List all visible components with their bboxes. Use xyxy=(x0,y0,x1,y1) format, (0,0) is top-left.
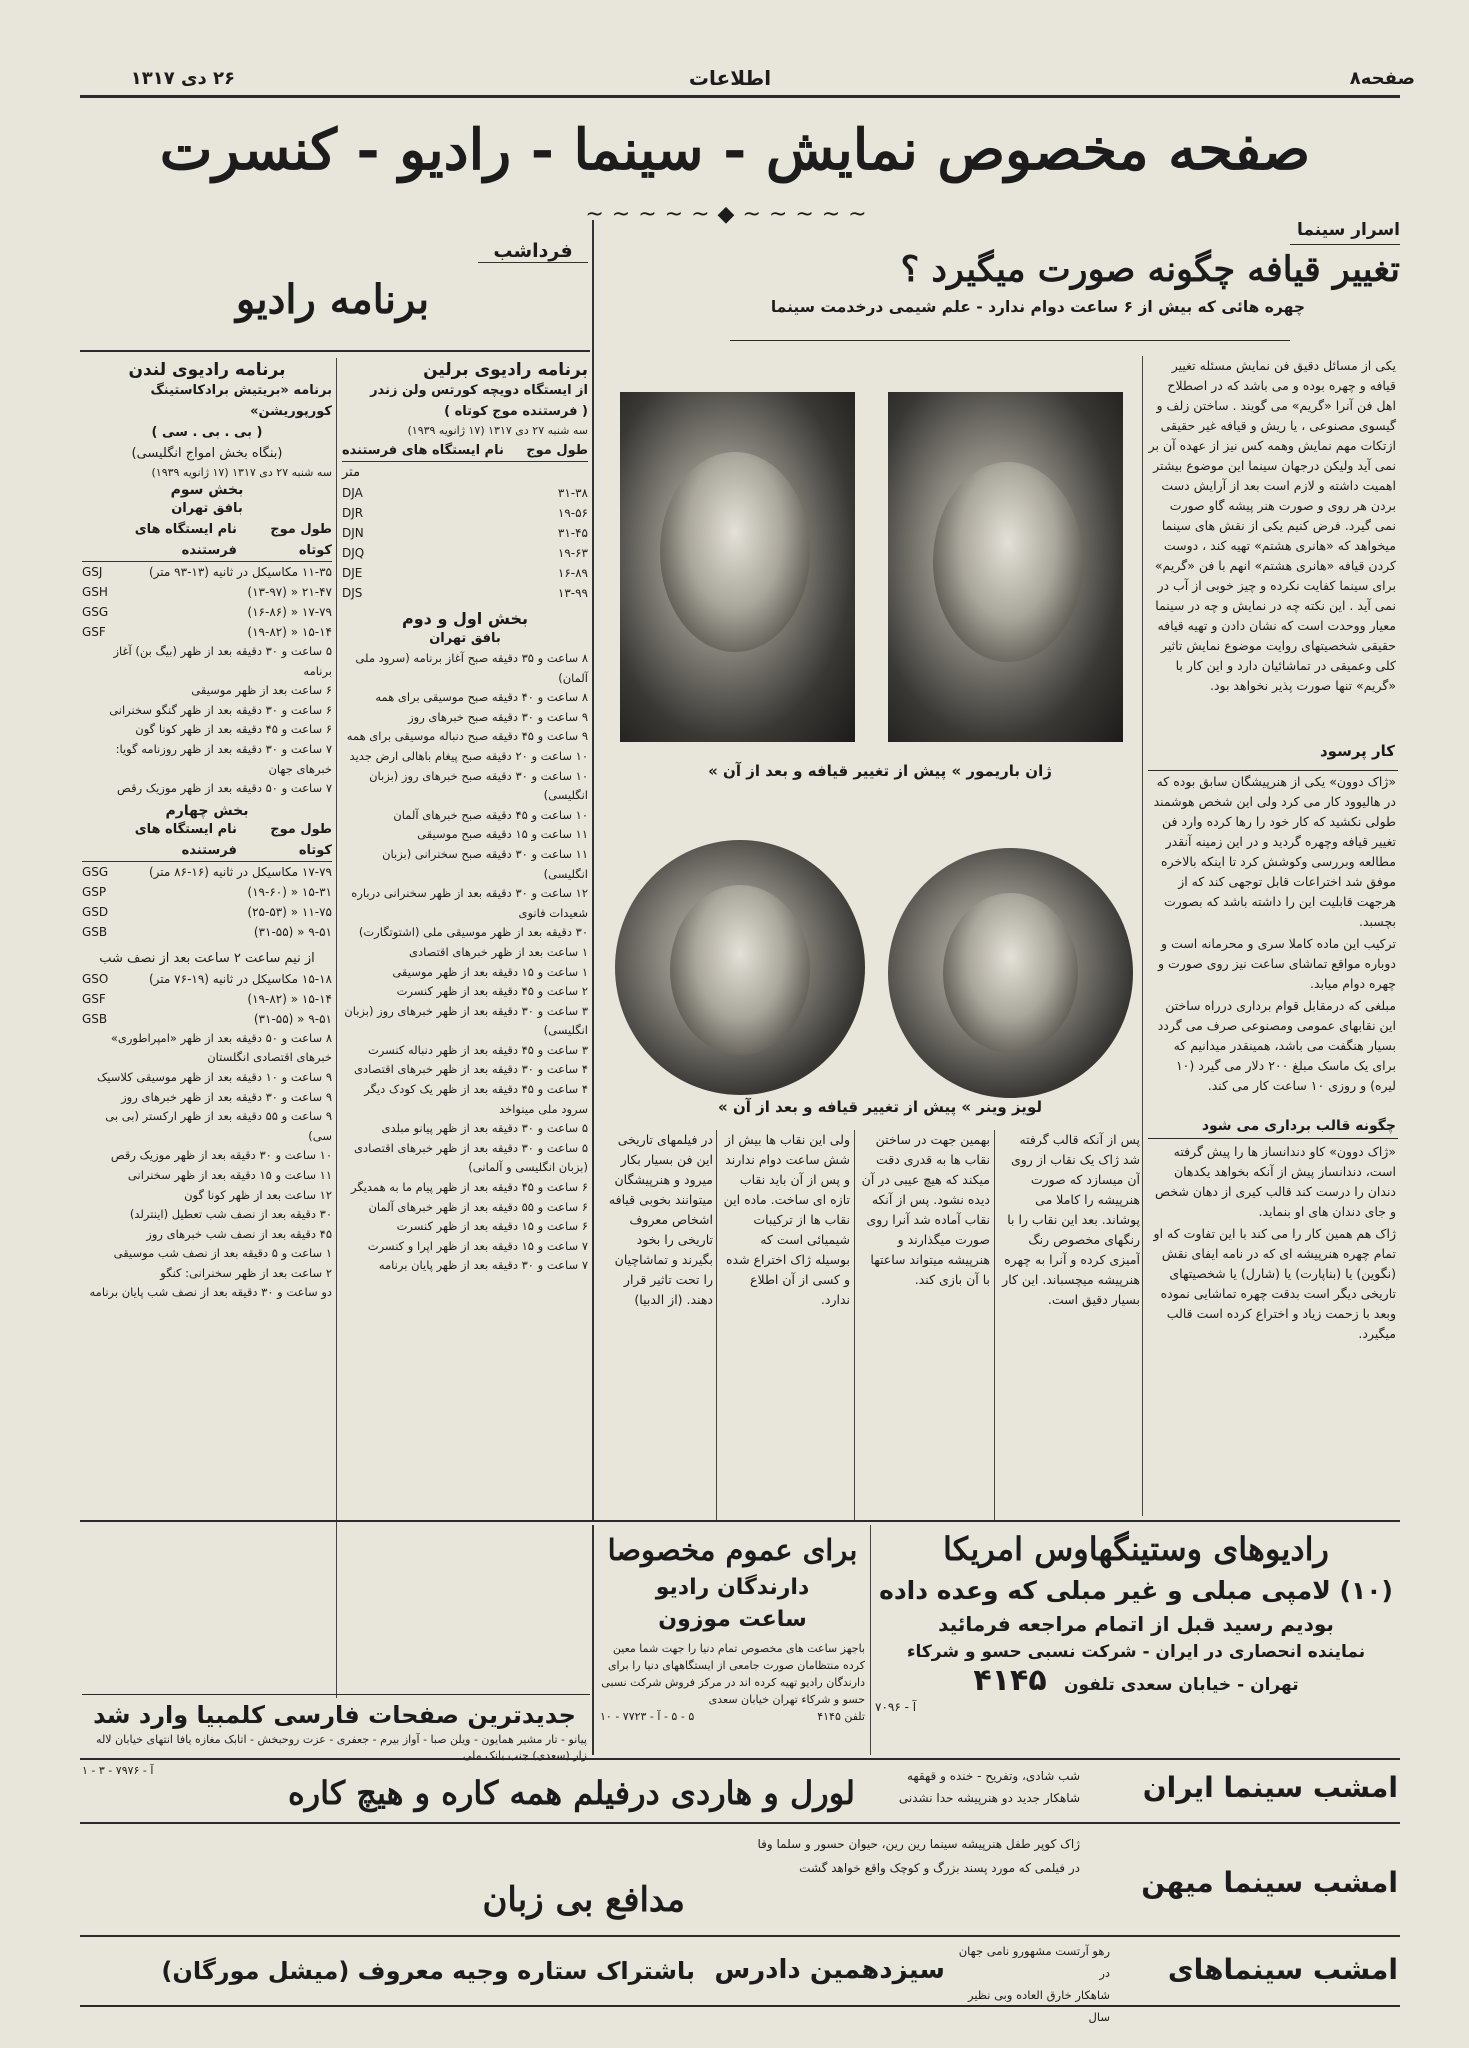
cinema-iran-text xyxy=(860,1765,1080,1809)
westinghouse-ad xyxy=(875,1525,1397,1750)
schedule-item: ۱۰ ساعت و ۳۰ دقیقه صبح خبرهای روز (بزبان انگلیسی) xyxy=(369,768,588,803)
westinghouse-line4: تهران - خیابان سعدی تلفون xyxy=(1064,1675,1299,1695)
portrait-face xyxy=(670,885,810,1055)
schedule-item: ۸ ساعت و ۳۵ دقیقه صبح آغاز برنامه (سرود ملی آلمان) xyxy=(355,651,588,685)
station-wavelength: ۱۵-۱۴ « (۱۹-۸۲) xyxy=(247,625,332,639)
schedule-item: ۶ ساعت و ۴۵ دقیقه بعد از ظهر کونا گون xyxy=(135,722,332,737)
photo2-caption: « لویز وینر » پیش از تغییر قیافه و بعد از آن xyxy=(718,1098,1042,1116)
berlin-section-sub: بافق تهران xyxy=(429,631,501,646)
mold-paragraph-1: «ژاک دوون» کاو دندانساز ها را پیش گرفته است، دندانساز پیش از آنکه بخواهد یکدهان دندان را درست کند قالب کیری از دهان شخص و جای دندان های او بنماید. xyxy=(1155,1144,1396,1219)
cinemas-film: سیزدهمین دادرس xyxy=(714,1955,945,1985)
cinema-mihan-label: امشب سینما میهن xyxy=(1141,1866,1398,1899)
cinemas-line-a: رهو آرتست مشهورو نامی جهان در xyxy=(958,1944,1110,1980)
station-row xyxy=(82,862,332,882)
schedule-item: ۱۲ ساعت و ۳۰ دقیقه بعد از ظهر سخنرانی درباره شعیدات فانوی xyxy=(351,886,588,920)
berlin-unit-label: متر xyxy=(342,465,361,480)
clock-ad-code: ۵ - ۵ - آ - ۷۷۲۳ - ۱۰ xyxy=(600,1710,695,1723)
schedule-item: ۱ ساعت و ۵ دقیقه بعد از نصف شب موسیقی xyxy=(113,1246,332,1261)
schedule-item: ۱۲ ساعت بعد از ظهر کونا گون xyxy=(184,1187,332,1202)
berlin-stations-table xyxy=(342,483,588,603)
header-rule xyxy=(80,95,1400,98)
schedule-item: ۵ ساعت و ۳۰ دقیقه بعد از ظهر پیانو مبلدی xyxy=(381,1121,588,1136)
mold-paragraph-2: ژاک هم همین کار را می کند با این تفاوت که او تمام چهره هنرپیشه ای که در نامه ایفای نقش (نگوین) یا (بناپارت) یا (شارل) یا شخصیتهای تاریخی دیگر است بدقت چهره تماشایی نموده وبعد با زحمت زیاد و اختراع کرده است قالب میگیرد. xyxy=(1153,1226,1396,1341)
cinema-iran-line-b: شاهکار جدید دو هنرپیشه حدا نشدنی xyxy=(898,1791,1080,1805)
schedule-item: ۵ ساعت و ۳۰ دقیقه بعد از ظهر خبرهای اقتصادی (بزبان انگلیسی و آلمانی) xyxy=(354,1140,588,1175)
cinema-mihan-line-a: ژاک کوپر طفل هنرپیشه سینما رین رین، حیوان حسور و سلما وفا xyxy=(757,1837,1080,1851)
station-wavelength: ۱۵-۳۱ « (۱۹-۶۰) xyxy=(247,884,332,899)
berlin-date: سه شنبه ۲۷ دی ۱۳۱۷ (۱۷ ژانویه ۱۹۳۹) xyxy=(407,424,588,437)
schedule-item: ۳۰ دقیقه بعد از نصف شب تعطیل (اینترلد) xyxy=(129,1207,332,1222)
london-table-header xyxy=(82,519,332,562)
rule xyxy=(80,1935,1400,1937)
photo-winer-before xyxy=(615,840,865,1095)
station-wavelength: ۱۹-۶۳ xyxy=(557,546,588,560)
station-wavelength: ۱۵-۱۴ « (۱۹-۸۲) xyxy=(247,991,332,1006)
photo-winer-after xyxy=(888,848,1133,1098)
cinema-iran-label: امشب سینما ایران xyxy=(1142,1771,1398,1804)
westinghouse-line3: نماینده انحصاری در ایران - شرکت نسبی حسو و شرکاء xyxy=(906,1642,1366,1662)
cinemas-star: باشتراک ستاره وجیه معروف (میشل مورگان) xyxy=(161,1957,695,1985)
schedule-item: ۹ ساعت و ۵۵ دقیقه بعد از ظهر ارکستر (بی بی سی) xyxy=(105,1109,332,1143)
schedule-item: ۶ ساعت بعد از ظهر موسیقی xyxy=(191,683,332,698)
profit-paragraph-1: «ژاک دوون» یکی از هنرپیشگان سابق بوده که در هالیوود کار می کرد ولی این شخص هوشمند طولی نکشید که کار خود را رها کرده وارد فن تغییر قیافه وچهره گردید و در این زمینه آنقدر مطالعه وبررسی وکوشش کرد تا اینکه بالاخره موفق شد اختراعات قابل توجهی کند که از هرجهت قابلیت این را داشته باشد که بصورت بچسبد. xyxy=(1153,774,1396,929)
bottom-rule xyxy=(80,2005,1400,2007)
clock-ad-footer xyxy=(600,1710,865,1723)
schedule-item: ۹ ساعت و ۴۵ دقیقه صبح دنباله موسیقی برای همه xyxy=(346,729,588,744)
station-wavelength: ۱۶-۸۹ xyxy=(557,566,588,580)
station-row xyxy=(342,503,588,523)
station-row xyxy=(82,902,332,922)
mold-column xyxy=(1148,1142,1396,1502)
station-call-sign: GSB xyxy=(82,1011,108,1026)
station-row xyxy=(342,563,588,583)
ornament-divider: ~~~~~◆~~~~~ xyxy=(585,202,875,227)
section-divider xyxy=(592,220,594,1520)
schedule-item: ۱۱ ساعت و ۱۵ دقیقه صبح موسیقی xyxy=(417,827,588,842)
cinema-mihan-line-b: در فیلمی که مورد پسند بزرگ و کوچک واقع خواهد گشت xyxy=(799,1861,1080,1875)
station-call-sign: GSB xyxy=(82,924,108,939)
section-title-profit: کار پرسود xyxy=(1319,742,1395,760)
schedule-item: دو ساعت و ۳۰ دقیقه بعد از نصف شب پایان برنامه xyxy=(89,1285,332,1300)
profit-column xyxy=(1148,772,1396,1132)
schedule-item: ۷ ساعت و ۱۵ دقیقه بعد از ظهر اپرا و کنسرت xyxy=(367,1238,588,1253)
rule xyxy=(82,1694,590,1695)
station-row xyxy=(82,582,332,602)
london-items-2 xyxy=(82,1029,332,1303)
station-call-sign: GSP xyxy=(82,884,107,899)
westinghouse-line2: بودیم رسید قبل از اتمام مراجعه فرمائید xyxy=(938,1612,1334,1636)
cinema-ads-rule xyxy=(80,1758,1400,1760)
station-row xyxy=(82,969,332,989)
berlin-section-title: بخش اول و دوم xyxy=(401,609,528,628)
photo1-caption: « ژان باریمور » پیش از تغییر قیافه و بعد از آن xyxy=(708,762,1052,780)
westinghouse-address-row xyxy=(875,1663,1397,1700)
records-ad-code: آ - ۷۹۷۶ - ۳ - ۱ xyxy=(82,1764,154,1777)
column-rule xyxy=(592,1525,594,1755)
schedule-item: ۱۱ ساعت و ۳۰ دقیقه صبح سخنرانی (بزبان انگلیسی) xyxy=(382,846,588,881)
station-wavelength: ۹-۵۱ « (۳۱-۵۵) xyxy=(253,1011,332,1026)
schedule-item: ۴ ساعت و ۳۰ دقیقه بعد از ظهر خبرهای اقتصادی xyxy=(354,1062,588,1077)
section-title-mold: چگونه قالب برداری می شود xyxy=(1201,1118,1396,1134)
london-header2-stations: نام ایستگاه های فرستنده xyxy=(134,821,237,858)
rule xyxy=(1148,1138,1398,1139)
intro-paragraph: یکی از مسائل دقیق فن نمایش مسئله تغییر قیافه و چهره بوده و می باشد که در اصطلاح اهل فن آنرا «گریم» می گویند . ساختن زلف و گیسوی مصنوعی ، یا ریش و قیافه غیر حقیقی ازتکات مهم نمایش وهمه کس نیز از عهده آن بر نمی آید ولیکن درجهان سینما این موضوع بیشتر اهمیت داشته و لازم است بعد از آرایش دست بردن هر روی و صورت هنر پیشه گاو صورت نمی گیرد. فرض کنیم یکی از نقش های سینما میخواهد که «هانری هشتم» تهیه کند ، دوست کردن قیافه «هانری هشتم» انهم با فن «گریم» برای سینما کفایت نکرده و چیز خوبی از آب در نمی آید . این نکته چه در نمایش و چه در سینما معیار ووحدت است که نشان دادن و تهیه قیافه حقیقی شخصیتهای روایت موضوع نمایش تاثیر کلی وعمیقی در تماشائیان دارد و این کار با «گریم» تنها صورت پذیر نخواهد بود. xyxy=(1148,358,1396,693)
london-header2-wavelength: طول موج کوتاه xyxy=(270,821,332,858)
column-rule xyxy=(1142,356,1143,1516)
station-wavelength: ۳۱-۳۸ xyxy=(557,486,588,500)
berlin-line2: ( فرستنده موج کوتاه ) xyxy=(444,404,588,419)
tomorrow-label: فرداشب xyxy=(478,240,588,263)
london-line2: ( بی . بی . سی ) xyxy=(151,425,263,440)
station-call-sign: DJA xyxy=(342,486,363,500)
radio-title: برنامه رادیو xyxy=(235,276,430,323)
issue-date: ۲۶ دی ۱۳۱۷ xyxy=(130,68,235,89)
station-wavelength: ۱۹-۵۶ xyxy=(557,506,588,520)
cinema-iran-film: لورل و هاردی درفیلم همه کاره و هیچ کاره xyxy=(287,1774,855,1812)
london-section3-sub: بافق تهران xyxy=(171,501,243,516)
cinemas-line-b: شاهکار خارق العاده وبی نظیر سال xyxy=(967,1988,1110,2024)
station-call-sign: GSD xyxy=(82,904,109,919)
schedule-item: ۳۰ دقیقه بعد از ظهر موسیقی ملی (اشتوتگارت) xyxy=(358,925,588,940)
photo-barrymore-before xyxy=(620,392,855,742)
schedule-item: ۶ ساعت و ۵۵ دقیقه بعد از ظهر خبرهای آلمان xyxy=(368,1199,588,1214)
london-line3: (بنگاه بخش امواج انگلیسی) xyxy=(131,446,283,461)
clock-ad-line1: دارندگان رادیو xyxy=(655,1575,810,1600)
station-row xyxy=(342,523,588,543)
schedule-item: ۶ ساعت و ۴۵ دقیقه بعد از ظهر پیام ما به همدیگر xyxy=(351,1180,588,1195)
intro-column xyxy=(1148,356,1396,766)
schedule-item: ۱۱ ساعت و ۱۵ دقیقه بعد از ظهر سخنرانی xyxy=(127,1167,332,1182)
westinghouse-title: رادیوهای وستینگهاوس امریکا xyxy=(943,1530,1329,1568)
column-rule xyxy=(716,1130,717,1520)
cinemas-label: امشب سینماهای xyxy=(1167,1953,1398,1986)
lower-column-4: در فیلمهای تاریخی این فن بسیار بکار میرود و هنرپیشگان میتوانند بخوبی قیافه اشخاص معروف تاریخی را بخود بگیرند و تماشاچیان را تحت تاثیر قرار دهند. (از الدبیا) xyxy=(608,1132,713,1307)
london-header-wavelength: طول موج کوتاه xyxy=(270,522,332,558)
article-title: تغییر قیافه چگونه صورت میگیرد ؟ xyxy=(900,249,1400,290)
cinemas-text xyxy=(945,1940,1110,2028)
schedule-item: ۸ ساعت و ۵۰ دقیقه بعد از ظهر «امپراطوری» خبرهای اقتصادی انگلستان xyxy=(110,1030,332,1065)
station-call-sign: DJQ xyxy=(342,546,365,560)
station-call-sign: GSF xyxy=(82,625,106,639)
column-rule xyxy=(854,1130,855,1520)
profit-paragraph-3: مبلغی که درمقابل قوام برداری درراه ساختن این نقابهای عمومی ومصنوعی صرف می گردد بسیار هنگفت می باشد، همینقدر میدانیم که برای یک ماسک مبلغ ۲۰۰ دلار می گیرد (۱۰ لیره) و روزی ۱۰ ساعت کار می کند. xyxy=(1157,998,1396,1093)
schedule-item: ۷ ساعت و ۳۰ دقیقه بعد از ظهر روزنامه گویا: خبرهای جهان xyxy=(115,741,332,776)
station-wavelength: ۲۱-۴۷ « (۱۳-۹۷) xyxy=(247,585,332,599)
article-kicker: اسرار سینما xyxy=(1296,220,1400,240)
london-line1: برنامه «بریتیش برادکاستینگ کورپوریشن» xyxy=(150,383,332,419)
cinema-mihan-text xyxy=(540,1832,1080,1880)
station-wavelength: ۱۷-۷۹ مکاسیکل در ثانیه (۱۶-۸۶ متر) xyxy=(149,864,332,879)
clock-ad-body: باجهز ساعت های مخصوص تمام دنیا را جهت شما معین کرده منتظامان صورت جامعی از ایستگاههای دنیا را برای دارندگان رادیو تهیه کرده اند در مرکز فروش شرکت نسبی حسو و شرکاء تهران خیابان سعدی xyxy=(601,1642,865,1706)
westinghouse-line1: (۱۰) لامپی مبلی و غیر مبلی که وعده داده xyxy=(879,1576,1393,1605)
station-wavelength: ۱۱-۳۵ مکاسیکل در ثانیه (۱۳-۹۳ متر) xyxy=(149,565,332,579)
profit-paragraph-2: ترکیب این ماده کاملا سری و محرمانه است و دوباره مواقع تماشای ساعت نیز روی صورت و چهره دوام میابد. xyxy=(1157,936,1396,991)
newspaper-name: اطلاعات xyxy=(688,66,772,90)
station-call-sign: GSG xyxy=(82,864,109,879)
london-program xyxy=(82,360,332,1303)
berlin-items xyxy=(342,649,588,1276)
schedule-item: ۹ ساعت و ۱۰ دقیقه بعد از ظهر موسیقی کلاسیک xyxy=(96,1069,332,1084)
schedule-item: ۹ ساعت و ۳۰ دقیقه بعد از ظهر خبرهای روز xyxy=(121,1089,332,1104)
london-title: برنامه رادیوی لندن xyxy=(128,360,286,380)
clock-ad xyxy=(600,1528,865,1723)
station-call-sign: GSO xyxy=(82,971,109,986)
station-call-sign: DJS xyxy=(342,586,363,600)
berlin-header-wavelength: طول موج xyxy=(526,443,588,458)
clock-ad-phone: تلفن ۴۱۴۵ xyxy=(817,1710,865,1723)
schedule-item: ۷ ساعت و ۳۰ دقیقه بعد از ظهر پایان برنامه xyxy=(378,1258,588,1273)
westinghouse-code: آ - ۷۰۹۶ xyxy=(875,1700,917,1714)
schedule-item: ۸ ساعت و ۴۰ دقیقه صبح موسیقی برای همه xyxy=(375,690,588,705)
london-stations-table-2 xyxy=(82,862,332,942)
schedule-item: ۱۰ ساعت و ۳۰ دقیقه بعد از ظهر موزیک رقص xyxy=(110,1148,332,1163)
column-rule xyxy=(870,1525,871,1755)
station-wavelength: ۱۵-۱۸ مکاسیکل در ثانیه (۱۹-۷۶ متر) xyxy=(149,971,332,986)
schedule-item: ۷ ساعت و ۵۰ دقیقه بعد از ظهر موزیک رقص xyxy=(117,781,332,796)
london-header-stations: نام ایستگاه های فرستنده xyxy=(134,522,237,558)
radio-title-rule xyxy=(80,350,590,352)
berlin-program xyxy=(342,360,588,1276)
clock-ad-title: برای عموم مخصوصا xyxy=(607,1533,858,1567)
page-headline: صفحه مخصوص نمایش - سینما - رادیو - کنسرت xyxy=(159,117,1311,183)
schedule-item: ۳ ساعت و ۴۵ دقیقه بعد از ظهر دنباله کنسرت xyxy=(367,1042,588,1057)
station-row xyxy=(82,882,332,902)
rule xyxy=(1148,770,1398,771)
station-row xyxy=(82,1009,332,1029)
station-row xyxy=(82,989,332,1009)
portrait-face xyxy=(943,893,1078,1053)
portrait-face xyxy=(933,462,1083,662)
lower-column-3: ولی این نقاب ها بیش از شش ساعت دوام ندارند و پس از آن باید نقاب تازه ای ساخت. ماده این نقاب ها از ترکیبات شیمیائی است که بوسیله ژاک اختراع شده و کسی از آن اطلاع ندارد. xyxy=(723,1132,850,1307)
station-row xyxy=(82,622,332,642)
station-call-sign: GSF xyxy=(82,991,106,1006)
records-ad xyxy=(82,1698,587,1777)
page-number: صفحه۸ xyxy=(1349,68,1415,89)
ads-rule xyxy=(80,1520,1400,1522)
station-call-sign: DJN xyxy=(342,526,364,540)
schedule-item: ۴ ساعت و ۴۵ دقیقه بعد از ظهر یک کودک دیگر سرود ملی مینواخد xyxy=(364,1082,588,1116)
london-items-1 xyxy=(82,642,332,799)
clock-ad-line2: ساعت موزون xyxy=(658,1607,807,1632)
station-wavelength: ۱۱-۷۵ « (۲۵-۵۳) xyxy=(247,904,332,919)
station-call-sign: GSG xyxy=(82,605,109,619)
london-stations-table-3 xyxy=(82,969,332,1029)
rule xyxy=(80,1822,1400,1824)
schedule-item: ۱ ساعت و ۱۵ دقیقه بعد از ظهر موسیقی xyxy=(392,964,588,979)
schedule-item: ۲ ساعت و ۴۵ دقیقه بعد از ظهر کنسرت xyxy=(396,984,588,999)
station-row xyxy=(82,922,332,942)
westinghouse-phone: ۴۱۴۵ xyxy=(973,1663,1047,1698)
station-row xyxy=(82,562,332,582)
photo-barrymore-after xyxy=(888,392,1123,742)
lower-column-2: بهمین جهت در ساختن نقاب ها به قدری دقت میکند که هیچ عیبی در آن دیده نشود. پس از آنکه نقاب آماده شد آنرا روی صورت میگذارند و هنرپیشه میتواند ساعتها با آن بازی کند. xyxy=(861,1132,990,1287)
station-wavelength: ۱۳-۹۹ xyxy=(557,586,588,600)
berlin-table-header xyxy=(342,440,588,462)
station-call-sign: GSJ xyxy=(82,565,103,579)
schedule-item: ۹ ساعت و ۳۰ دقیقه صبح خبرهای روز xyxy=(408,709,588,724)
berlin-line1: از ایستگاه دویچه کورتس ولن زندر xyxy=(370,383,588,398)
schedule-item: ۱۰ ساعت و ۲۰ دقیقه صبح پیغام باهالی ارض جدید xyxy=(349,748,588,763)
schedule-item: ۱۰ ساعت و ۴۵ دقیقه صبح خبرهای آلمان xyxy=(393,807,588,822)
schedule-item: ۴۵ دقیقه بعد از نصف شب خبرهای روز xyxy=(146,1226,332,1241)
station-row xyxy=(342,583,588,603)
schedule-item: ۳ ساعت و ۳۰ دقیقه بعد از ظهر خبرهای روز (بزبان انگلیسی) xyxy=(344,1003,588,1038)
london-table-header-2 xyxy=(82,819,332,862)
schedule-item: ۶ ساعت و ۳۰ دقیقه بعد از ظهر گنگو سخنرانی xyxy=(109,702,332,717)
portrait-face xyxy=(660,452,810,652)
column-rule xyxy=(994,1130,995,1520)
station-row xyxy=(342,483,588,503)
schedule-item: ۱ ساعت بعد از ظهر خبرهای اقتصادی xyxy=(408,944,588,959)
cinema-iran-line-a: شب شادی، وتفریح - خنده و قهقهه xyxy=(906,1769,1080,1783)
station-wavelength: ۹-۵۱ « (۳۱-۵۵) xyxy=(253,924,332,939)
london-section4-title: بخش چهارم xyxy=(165,802,249,819)
schedule-item: ۶ ساعت و ۱۵ دقیقه بعد از ظهر کنسرت xyxy=(396,1219,588,1234)
london-stations-table-1 xyxy=(82,562,332,642)
station-call-sign: DJR xyxy=(342,506,364,520)
station-wavelength: ۱۷-۷۹ « (۱۶-۸۶) xyxy=(247,605,332,619)
station-row xyxy=(342,543,588,563)
london-section3-title: بخش سوم xyxy=(170,482,244,498)
schedule-item: ۵ ساعت و ۳۰ دقیقه بعد از ظهر (بیگ بن) آغاز برنامه xyxy=(113,644,332,678)
schedule-item: ۲ ساعت بعد از ظهر سخنرانی: کنگو xyxy=(160,1265,332,1280)
station-call-sign: DJE xyxy=(342,566,363,580)
article-subtitle: چهره هائی که بیش از ۶ ساعت دوام ندارد - علم شیمی درخدمت سینما xyxy=(770,298,1305,316)
lower-column-1: پس از آنکه قالب گرفته شد ژاک یک نقاب از روی آن میسازد که صورت هنرپیشه را کاملا می پوشاند. بعد این نقاب را با رنگهای مخصوص رنگ آمیزی کرده و آنرا به چهره هنرپیشه میچسباند. این کار بسیار دقیق است. xyxy=(1002,1132,1140,1307)
berlin-header-stations: نام ایستگاه های فرستنده xyxy=(342,443,504,458)
station-wavelength: ۳۱-۴۵ xyxy=(557,526,588,540)
subtitle-rule xyxy=(730,340,1290,341)
london-date: سه شنبه ۲۷ دی ۱۳۱۷ (۱۷ ژانویه ۱۹۳۹) xyxy=(151,466,332,479)
berlin-title: برنامه رادیوی برلین xyxy=(423,360,588,380)
station-row xyxy=(82,602,332,622)
records-ad-body: پیانو - تار مشیر همایون - ویلن صبا - آواز بیرم - جعفری - عزت روحبخش - اتابک مغازه یافا انتهای خیابان لاله زار (سعدی) جنب بانک ملی xyxy=(96,1733,587,1762)
cinema-mihan-film: مدافع بی زبان xyxy=(482,1880,685,1920)
station-call-sign: GSH xyxy=(82,585,108,599)
london-note: از نیم ساعت ۲ ساعت بعد از نصف شب xyxy=(99,950,315,966)
records-ad-title: جدیدترین صفحات فارسی کلمبیا وارد شد xyxy=(93,1701,576,1729)
column-rule xyxy=(336,358,337,1698)
